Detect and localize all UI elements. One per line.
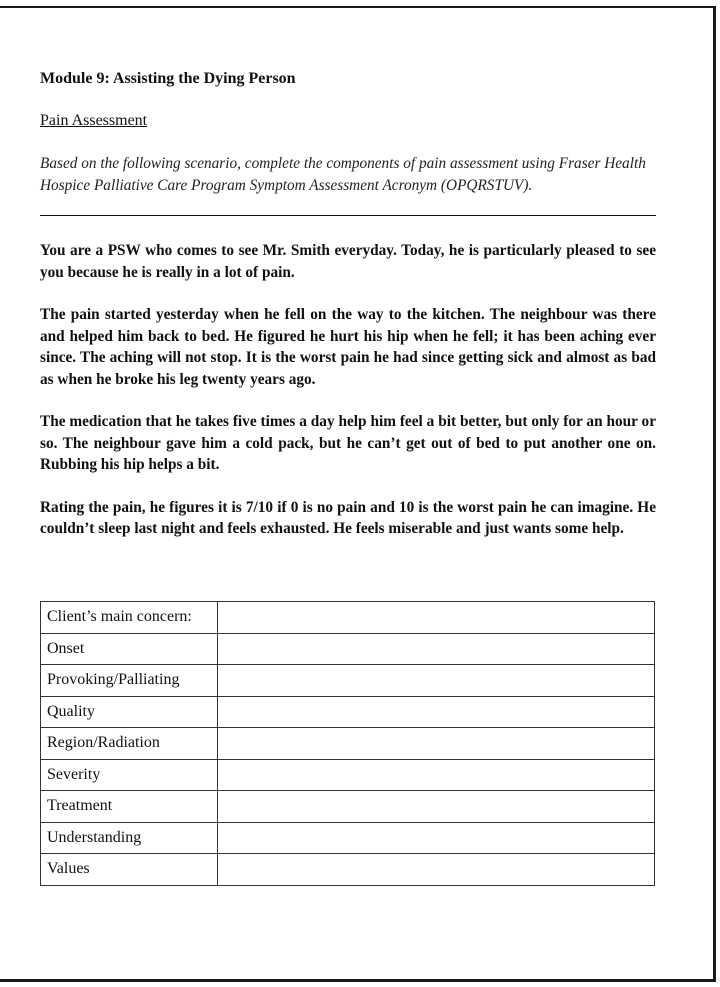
answer-cell-values[interactable] <box>218 854 655 886</box>
scenario-paragraph: The pain started yesterday when he fell on the way to the kitchen. The neighbour was there and helped him back to bed. He figured he hurt his hip when he fell; it has been aching ever since. The aching will not stop. It is the worst pain he had since getting sick and almost as bad as when he broke his leg twenty years ago. <box>40 306 656 388</box>
row-label-values: Values <box>41 854 218 886</box>
row-label-treatment: Treatment <box>41 791 218 823</box>
page-border-top <box>0 6 716 8</box>
row-label-understanding: Understanding <box>41 822 218 854</box>
row-label-onset: Onset <box>41 633 218 665</box>
scenario-paragraph: You are a PSW who comes to see Mr. Smith everyday. Today, he is particularly pleased to see you because he is really in a lot of pain. <box>40 242 656 281</box>
table-row <box>41 602 655 634</box>
answer-cell-quality[interactable] <box>218 696 655 728</box>
row-label-severity: Severity <box>41 759 218 791</box>
row-label-quality: Quality <box>41 696 218 728</box>
answer-cell-region-radiation[interactable] <box>218 728 655 760</box>
answer-cell-severity[interactable] <box>218 759 655 791</box>
page-border-right <box>713 6 716 981</box>
scenario-text <box>40 240 656 540</box>
table-row <box>41 854 655 886</box>
page-border-bottom <box>0 979 716 982</box>
row-label-region-radiation: Region/Radiation <box>41 728 218 760</box>
table-row <box>41 633 655 665</box>
divider <box>40 215 656 216</box>
table-row <box>41 728 655 760</box>
table-row <box>41 665 655 697</box>
answer-cell-provoking-palliating[interactable] <box>218 665 655 697</box>
worksheet-content <box>40 68 656 540</box>
answer-cell-treatment[interactable] <box>218 791 655 823</box>
section-heading: Pain Assessment <box>40 112 148 129</box>
scenario-paragraph: The medication that he takes five times a day help him feel a bit better, but only for an hour or so. The neighbour gave him a cold pack, but he can’t get out of bed to put another one on. Rubbing his hip helps a bit. <box>40 413 656 473</box>
table-row <box>41 791 655 823</box>
scenario-paragraph: Rating the pain, he figures it is 7/10 if 0 is no pain and 10 is the worst pain he can imagine. He couldn’t sleep last night and feels exhausted. He feels miserable and just wants some help. <box>40 498 656 537</box>
pain-assessment-table <box>40 601 655 886</box>
module-title: Module 9: Assisting the Dying Person <box>40 70 296 87</box>
row-label-provoking-palliating: Provoking/Palliating <box>41 665 218 697</box>
table-row <box>41 696 655 728</box>
row-label-main-concern: Client’s main concern: <box>41 602 218 634</box>
instructions: Based on the following scenario, complete the components of pain assessment using Fraser Health Hospice Palliative Care Program Symptom Assessment Acronym (OPQRSTUV). <box>40 155 646 194</box>
table-row <box>41 822 655 854</box>
table-row <box>41 759 655 791</box>
answer-cell-main-concern[interactable] <box>218 602 655 634</box>
answer-cell-understanding[interactable] <box>218 822 655 854</box>
answer-cell-onset[interactable] <box>218 633 655 665</box>
